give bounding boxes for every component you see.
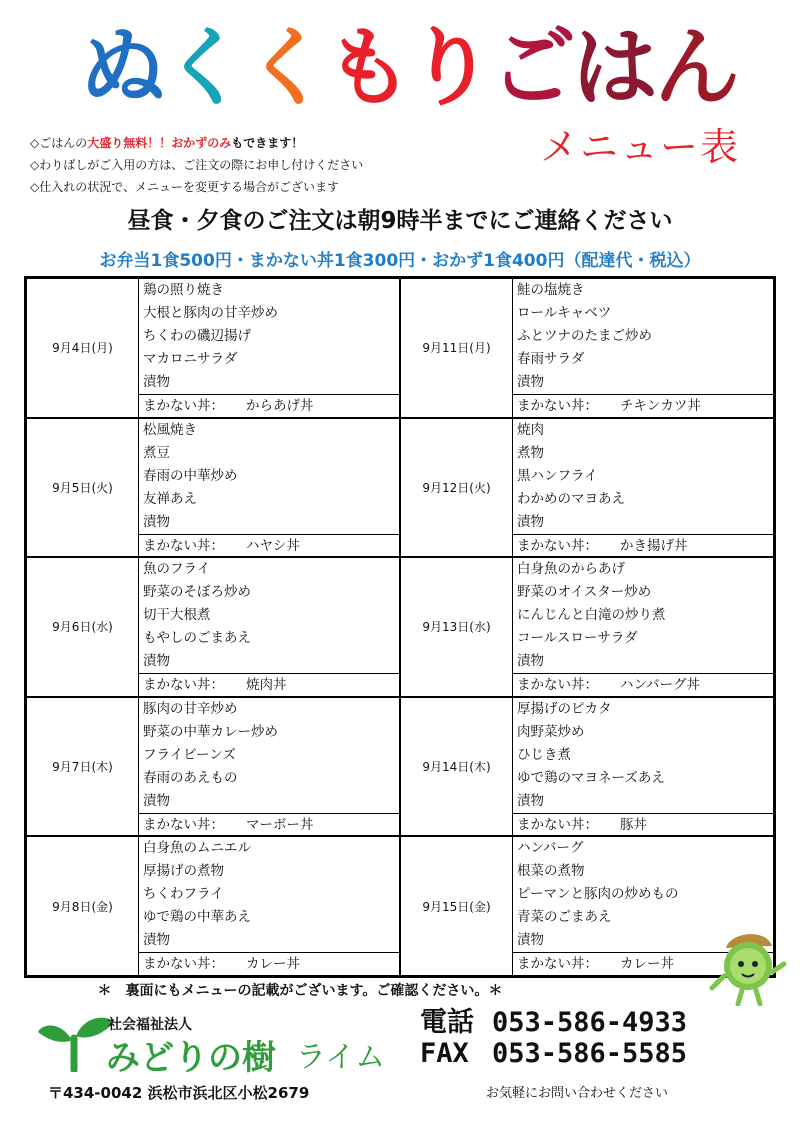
makanai-don-label: まかない丼： bbox=[143, 537, 224, 554]
menu-item: 漬物 bbox=[517, 374, 544, 390]
menu-item: ゆで鶏のマヨネーズあえ bbox=[517, 769, 665, 786]
menu-item: 根菜の煮物 bbox=[517, 863, 585, 880]
makanai-don-name: カレー丼 bbox=[246, 956, 300, 973]
menu-item-list bbox=[139, 558, 399, 696]
makanai-don-row bbox=[513, 394, 773, 418]
menu-item: ちくわの磯辺揚げ bbox=[143, 328, 251, 344]
menu-day-block bbox=[400, 697, 774, 837]
menu-item: 野菜のオイスター炒め bbox=[517, 584, 652, 601]
menu-item: ふとツナのたまご炒め bbox=[517, 328, 652, 344]
menu-item: 漬物 bbox=[517, 932, 544, 949]
address: 〒434-0042 浜松市浜北区小松2679 bbox=[48, 1084, 310, 1102]
makanai-don-name: カレー丼 bbox=[620, 956, 674, 973]
menu-item: 友禅あえ bbox=[143, 490, 197, 507]
org-kind: 社会福祉法人 bbox=[108, 1017, 192, 1033]
menu-item: 漬物 bbox=[143, 374, 170, 390]
menu-item-list bbox=[139, 698, 399, 836]
menu-item: 煮物 bbox=[517, 444, 544, 461]
makanai-don-row bbox=[139, 394, 399, 418]
menu-item: 漬物 bbox=[143, 932, 170, 949]
menu-item-list bbox=[513, 279, 773, 417]
notice-item: ◇仕入れの状況で、メニューを変更する場合がございます bbox=[30, 180, 339, 194]
makanai-don-row bbox=[139, 813, 399, 837]
menu-item: 春雨のあえもの bbox=[143, 769, 238, 786]
brand-title-char: ご bbox=[490, 18, 572, 118]
menu-item: 大根と豚肉の甘辛炒め bbox=[143, 305, 278, 321]
menu-item: 肉野菜炒め bbox=[517, 723, 585, 740]
org-sub-name: ライム bbox=[296, 1040, 386, 1075]
menu-day-label: 9月6日(水) bbox=[27, 558, 139, 696]
menu-item: 青菜のごまあえ bbox=[517, 909, 612, 926]
makanai-don-name: ハヤシ丼 bbox=[246, 537, 300, 554]
makanai-don-row bbox=[513, 673, 773, 697]
makanai-don-label: まかない丼： bbox=[143, 677, 224, 694]
makanai-don-row bbox=[139, 534, 399, 558]
menu-day-label: 9月8日(金) bbox=[27, 837, 139, 975]
brand-title bbox=[80, 18, 736, 118]
menu-item-list bbox=[513, 558, 773, 696]
menu-item: 松風焼き bbox=[143, 421, 197, 438]
menu-item: 厚揚げの煮物 bbox=[143, 863, 224, 880]
brand-title-char: は bbox=[572, 18, 654, 118]
menu-item: もやしのごまあえ bbox=[143, 630, 251, 647]
phone-line bbox=[420, 1000, 687, 1039]
brand-title-char: ぬ bbox=[80, 18, 162, 118]
menu-item: ひじき煮 bbox=[517, 746, 571, 763]
makanai-don-label: まかない丼： bbox=[517, 537, 598, 554]
makanai-don-row bbox=[513, 813, 773, 837]
menu-item: 漬物 bbox=[143, 792, 170, 809]
makanai-don-row bbox=[513, 534, 773, 558]
makanai-don-name: チキンカツ丼 bbox=[620, 398, 701, 414]
menu-item: 漬物 bbox=[517, 513, 544, 530]
menu-item: 魚のフライ bbox=[143, 561, 211, 578]
menu-item: にんじんと白滝の炒り煮 bbox=[517, 607, 666, 624]
notice-highlight: 大盛り無料！！おかずのみ bbox=[87, 136, 232, 150]
makanai-don-label: まかない丼： bbox=[143, 956, 224, 973]
menu-item-list bbox=[139, 419, 399, 557]
menu-item: 野菜のそぼろ炒め bbox=[143, 584, 251, 601]
phone-number: 053-586-4933 bbox=[492, 1007, 688, 1038]
menu-item: ピーマンと豚肉の炒めもの bbox=[517, 886, 679, 903]
menu-day-block bbox=[26, 278, 400, 418]
brand-title-char: く bbox=[162, 18, 244, 118]
menu-item: 鶏の照り焼き bbox=[143, 282, 224, 298]
menu-label: メニュー表 bbox=[540, 125, 741, 169]
menu-item: 煮豆 bbox=[143, 444, 170, 461]
menu-item: ちくわフライ bbox=[143, 886, 224, 903]
notice-item bbox=[30, 132, 363, 154]
menu-item: ゆで鶏の中華あえ bbox=[143, 909, 251, 926]
menu-day-block bbox=[26, 557, 400, 697]
back-side-note: ＊ 裏面にもメニューの記載がございます。ご確認ください。＊ bbox=[97, 983, 503, 999]
makanai-don-label: まかない丼： bbox=[517, 816, 598, 833]
menu-day-label: 9月11日(月) bbox=[401, 279, 513, 417]
menu-item-list bbox=[513, 698, 773, 836]
order-deadline-headline: 昼食・夕食のご注文は朝9時半までにご連絡ください bbox=[127, 208, 673, 234]
makanai-don-label: まかない丼： bbox=[143, 816, 224, 833]
menu-item: 漬物 bbox=[517, 653, 544, 670]
menu-item-list bbox=[139, 279, 399, 417]
menu-item: 黒ハンフライ bbox=[517, 467, 598, 484]
menu-item: 漬物 bbox=[143, 653, 170, 670]
menu-item: 厚揚げのピカタ bbox=[517, 700, 612, 717]
menu-item-list bbox=[513, 419, 773, 557]
menu-day-block bbox=[26, 697, 400, 837]
inquiry-note: お気軽にお問い合わせください bbox=[486, 1086, 669, 1101]
menu-item: 豚肉の甘辛炒め bbox=[143, 700, 238, 717]
makanai-don-label: まかない丼： bbox=[517, 398, 598, 414]
makanai-don-name: 豚丼 bbox=[620, 816, 647, 833]
makanai-don-row bbox=[139, 952, 399, 976]
brand-title-char: ん bbox=[654, 18, 736, 118]
menu-day-block bbox=[26, 836, 400, 976]
menu-table bbox=[24, 276, 776, 978]
menu-item: 鮭の塩焼き bbox=[517, 282, 585, 298]
brand-title-char: り bbox=[408, 18, 490, 118]
menu-item: 白身魚のムニエル bbox=[143, 840, 251, 857]
menu-item: わかめのマヨあえ bbox=[517, 490, 625, 507]
notice-text: ◇ごはんの bbox=[30, 136, 88, 150]
menu-item: ロールキャベツ bbox=[517, 305, 612, 321]
menu-day-block bbox=[26, 418, 400, 558]
menu-item: マカロニサラダ bbox=[143, 351, 238, 367]
brand-title-char: く bbox=[244, 18, 326, 118]
makanai-don-name: ハンバーグ丼 bbox=[620, 677, 701, 694]
notice-text: もできます！ bbox=[231, 136, 304, 150]
phone-label: 電話 bbox=[420, 1007, 474, 1038]
menu-item: 漬物 bbox=[143, 513, 170, 530]
menu-item: コールスローサラダ bbox=[517, 630, 638, 647]
menu-day-label: 9月7日(木) bbox=[27, 698, 139, 836]
menu-day-label: 9月5日(火) bbox=[27, 419, 139, 557]
menu-item: 焼肉 bbox=[517, 421, 544, 438]
menu-item: フライビーンズ bbox=[143, 746, 236, 763]
fax-label: FAX bbox=[420, 1038, 469, 1069]
menu-item: 切干大根煮 bbox=[143, 607, 211, 624]
makanai-don-name: かき揚げ丼 bbox=[620, 537, 688, 554]
menu-day-label: 9月12日(火) bbox=[401, 419, 513, 557]
menu-day-label: 9月13日(水) bbox=[401, 558, 513, 696]
notice-item: ◇わりばしがご入用の方は、ご注文の際にお申し付けください bbox=[30, 158, 364, 172]
menu-item: 野菜の中華カレー炒め bbox=[143, 723, 278, 740]
leaf-logo-icon bbox=[36, 1012, 116, 1072]
org-name: みどりの樹 bbox=[106, 1038, 276, 1078]
lime-mascot-icon bbox=[708, 926, 788, 1006]
menu-day-block bbox=[400, 557, 774, 697]
notice-list bbox=[30, 132, 363, 198]
menu-day-label: 9月14日(木) bbox=[401, 698, 513, 836]
menu-item: 春雨の中華炒め bbox=[143, 467, 238, 484]
makanai-don-name: 焼肉丼 bbox=[246, 677, 287, 694]
menu-item: 漬物 bbox=[517, 792, 544, 809]
menu-day-block bbox=[400, 278, 774, 418]
menu-item: 春雨サラダ bbox=[517, 351, 585, 367]
makanai-don-label: まかない丼： bbox=[517, 677, 598, 694]
brand-title-char: も bbox=[326, 18, 408, 118]
menu-item: 白身魚のからあげ bbox=[517, 561, 625, 578]
menu-day-block bbox=[400, 418, 774, 558]
fax-number: 053-586-5585 bbox=[492, 1038, 688, 1069]
fax-line bbox=[420, 1038, 687, 1069]
menu-day-label: 9月4日(月) bbox=[27, 279, 139, 417]
menu-item: ハンバーグ bbox=[517, 840, 584, 857]
makanai-don-label: まかない丼： bbox=[143, 398, 224, 414]
makanai-don-name: マーボー丼 bbox=[246, 816, 314, 833]
makanai-don-row bbox=[139, 673, 399, 697]
price-line: お弁当1食500円・まかない丼1食300円・おかず1食400円（配達代・税込） bbox=[99, 251, 701, 271]
menu-item-list bbox=[139, 837, 399, 975]
menu-day-label: 9月15日(金) bbox=[401, 837, 513, 975]
makanai-don-name: からあげ丼 bbox=[246, 398, 314, 414]
makanai-don-label: まかない丼： bbox=[517, 956, 598, 973]
